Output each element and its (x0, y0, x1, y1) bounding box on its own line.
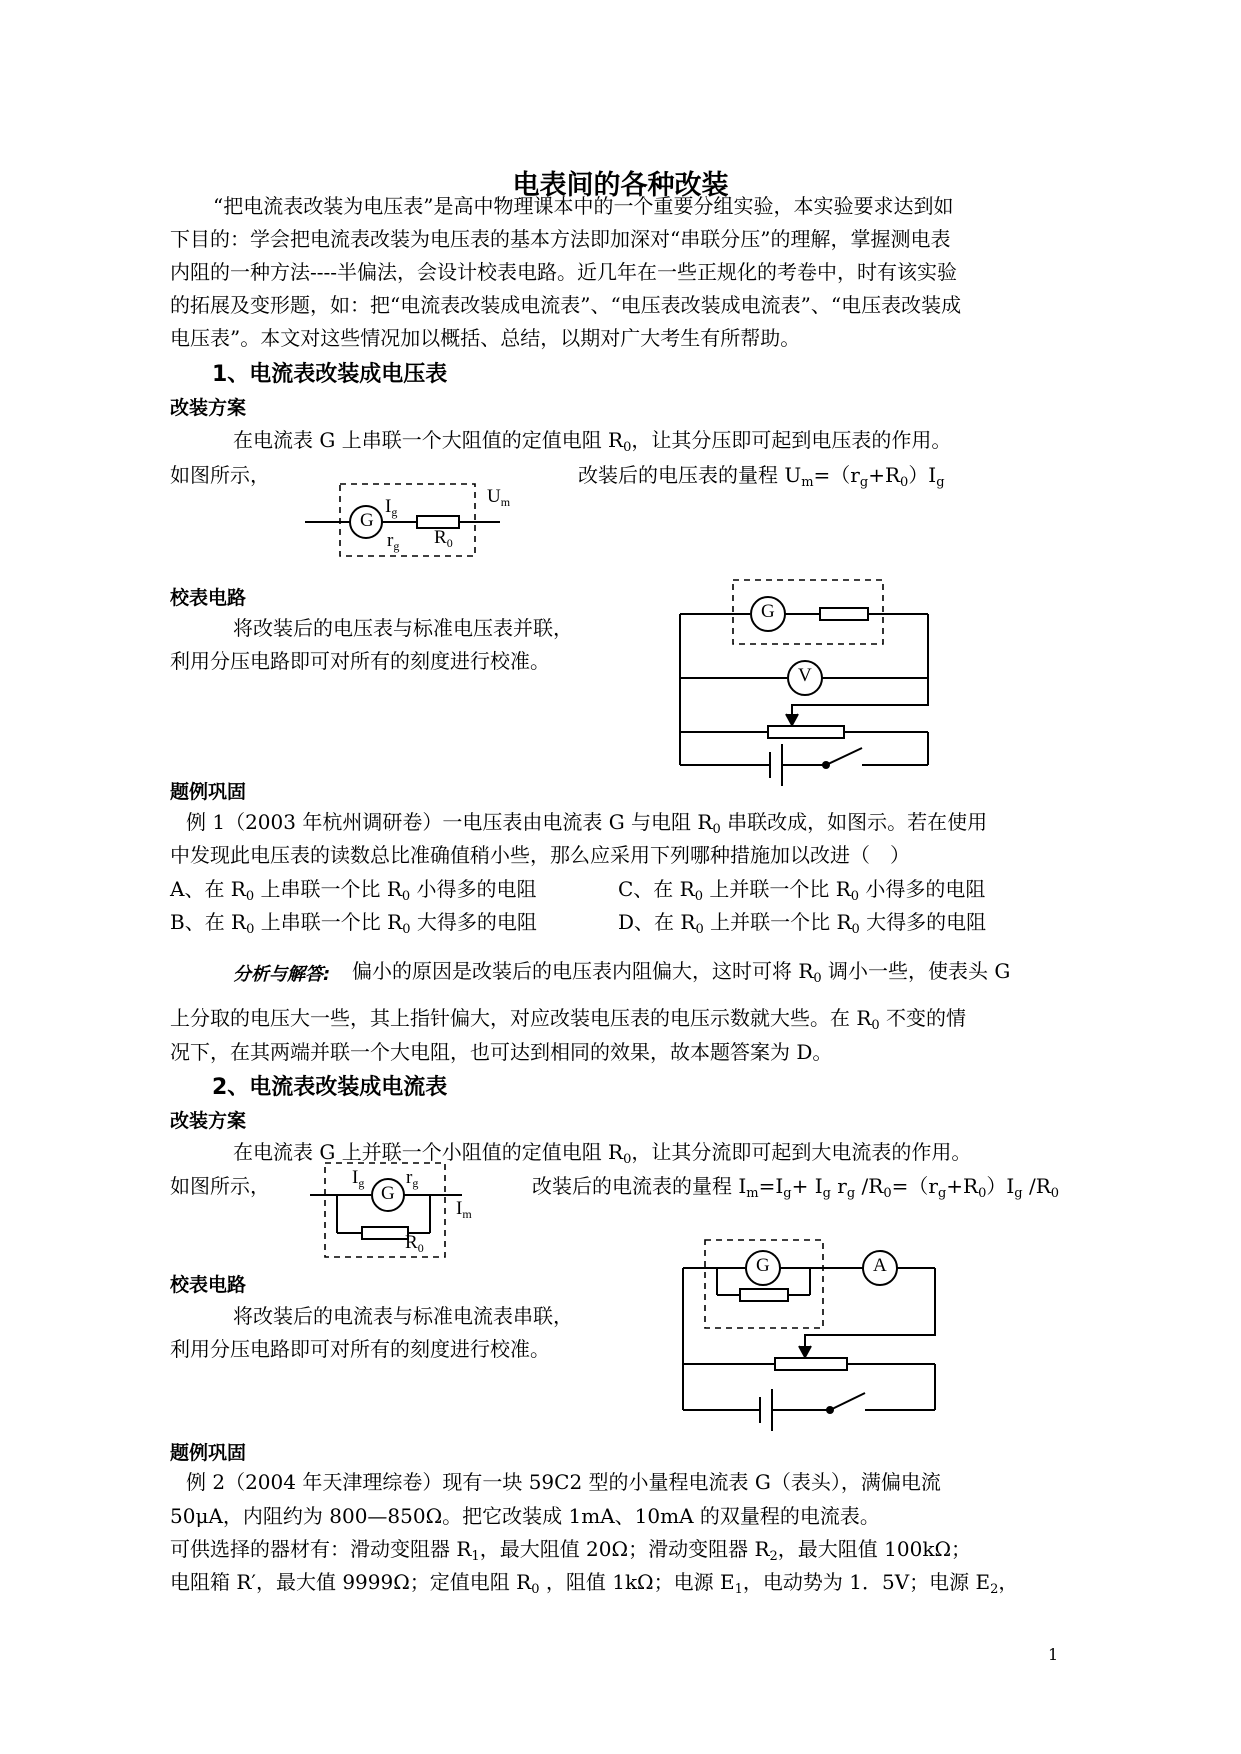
intro-line-2: 下目的：学会把电流表改装为电压表的基本方法即加深对“串联分压”的理解，掌握测电表 (170, 227, 951, 251)
fig3-Ig-label: $I_g$ (352, 1167, 365, 1190)
section-1-heading: 1、电流表改装成电压表 (212, 362, 448, 387)
fig4-rheostat-icon (775, 1358, 847, 1370)
fig3-G-label: G (381, 1183, 395, 1204)
analysis-label: 分析与解答: (233, 964, 331, 985)
fig2-G-label: G (761, 601, 775, 622)
fig1-G-label: G (360, 510, 374, 531)
example-2-line-2: 50μA，内阻约为 800—850Ω。把它改装成 1mA、10mA 的双量程的电流表。 (170, 1504, 880, 1528)
section-2-scheme-heading: 改装方案 (170, 1110, 247, 1132)
section-2-calib-line-1: 将改装后的电流表与标准电流表串联， (233, 1304, 573, 1328)
fig2-V-label: V (798, 665, 812, 686)
intro-line-5: 电压表”。本文对这些情况加以概括、总结，以期对广大考生有所帮助。 (170, 326, 801, 350)
section-2-as-shown: 如图所示， (170, 1174, 270, 1198)
fig4-A-label: A (873, 1255, 887, 1276)
fig3-R0-label: $R_0$ (405, 1232, 424, 1255)
example-1-line-1: 例 1（2003 年杭州调研卷）一电压表由电流表 G 与电阻 $R_0$ 串联改成，如图示。若在使用 (186, 810, 988, 837)
section-1-as-shown: 如图所示， (170, 463, 270, 487)
fig1-R0-label: $R_0$ (434, 527, 453, 550)
section-1-example-heading: 题例巩固 (170, 781, 247, 803)
section-2-heading: 2、电流表改装成电流表 (212, 1075, 448, 1100)
example-1-line-2: 中发现此电压表的读数总比准确值稍小些，那么应采用下列哪种措施加以改进（ ） (170, 843, 910, 867)
example-2-line-3: 可供选择的器材有：滑动变阻器 $R_1$，最大阻值 20Ω；滑动变阻器 $R_2$，最大阻值 100kΩ； (170, 1537, 972, 1564)
section-1-scheme-text: 在电流表 G 上串联一个大阻值的定值电阻 $R_0$，让其分压即可起到电压表的作用。 (233, 428, 952, 455)
example-1-option-b: B、在 $R_0$ 上串联一个比 $R_0$ 大得多的电阻 (170, 910, 537, 937)
analysis-line-2: 上分取的电压大一些，其上指针偏大，对应改装电压表的电压示数就大些。在 $R_0$ 不变的情 (170, 1006, 967, 1033)
section-1-calib-line-1: 将改装后的电压表与标准电压表并联， (233, 616, 573, 640)
example-1-option-d: D、在 $R_0$ 上并联一个比 $R_0$ 大得多的电阻 (618, 910, 987, 937)
example-2-line-4: 电阻箱 R′，最大值 9999Ω；定值电阻 $R_0$ ，阻值 1kΩ；电源 $E_1$，电动势为 1．5V；电源 $E_2$， (170, 1570, 1019, 1597)
fig4-switch-icon (830, 1393, 865, 1410)
fig1-Ig-label: $I_g$ (385, 496, 398, 519)
analysis-line-1: 偏小的原因是改装后的电压表内阻偏大，这时可将 $R_0$ 调小一些，使表头 G (352, 959, 1011, 986)
fig3-Im-label: $I_m$ (456, 1198, 472, 1221)
section-1-range-formula: 改装后的电压表的量程 $U_m=(r_g+R_0)I_g$ (578, 463, 945, 490)
section-2-calib-heading: 校表电路 (170, 1274, 247, 1296)
page-title: 电表间的各种改装 (512, 170, 729, 201)
fig1-Um-label: $U_m$ (487, 486, 511, 509)
fig4-G-label: G (756, 1255, 770, 1276)
intro-line-3: 内阻的一种方法----半偏法，会设计校表电路。近几年在一些正规化的考卷中，时有该实验 (170, 260, 958, 284)
section-2-example-heading: 题例巩固 (170, 1442, 247, 1464)
section-1-calib-heading: 校表电路 (170, 587, 247, 609)
example-1-option-c: C、在 $R_0$ 上并联一个比 $R_0$ 小得多的电阻 (618, 877, 986, 904)
analysis-line-3: 况下，在其两端并联一个大电阻，也可达到相同的效果，故本题答案为 D。 (170, 1040, 833, 1064)
intro-line-4: 的拓展及变形题，如：把“电流表改装成电流表”、“电压表改装成电流表”、“电压表改装成 (170, 293, 962, 317)
section-1-scheme-heading: 改装方案 (170, 397, 247, 419)
section-2-calib-line-2: 利用分压电路即可对所有的刻度进行校准。 (170, 1337, 550, 1361)
fig4-slider-arrow-icon (799, 1346, 811, 1357)
section-2-range-formula: 改装后的电流表的量程 $I_m=I_g+ I_g$ $r_g$ $/R_0=(r_g+R_0)I_g$ $/R_0$ (532, 1174, 1060, 1201)
example-1-option-a: A、在 $R_0$ 上串联一个比 $R_0$ 小得多的电阻 (170, 877, 537, 904)
section-1-calib-line-2: 利用分压电路即可对所有的刻度进行校准。 (170, 649, 550, 673)
section-2-scheme-text: 在电流表 G 上并联一个小阻值的定值电阻 $R_0$，让其分流即可起到大电流表的作用。 (233, 1140, 972, 1167)
fig3-rg-label: $r_g$ (406, 1167, 419, 1190)
example-2-line-1: 例 2（2004 年天津理综卷）现有一块 59C2 型的小量程电流表 G（表头），满偏电流 (186, 1470, 941, 1494)
fig4-resistor-icon (740, 1289, 788, 1301)
intro-line-1: “把电流表改装为电压表”是高中物理课本中的一个重要分组实验，本实验要求达到如 (213, 194, 954, 218)
page-number: 1 (1048, 1645, 1059, 1664)
fig1-rg-label: $r_g$ (387, 530, 400, 553)
